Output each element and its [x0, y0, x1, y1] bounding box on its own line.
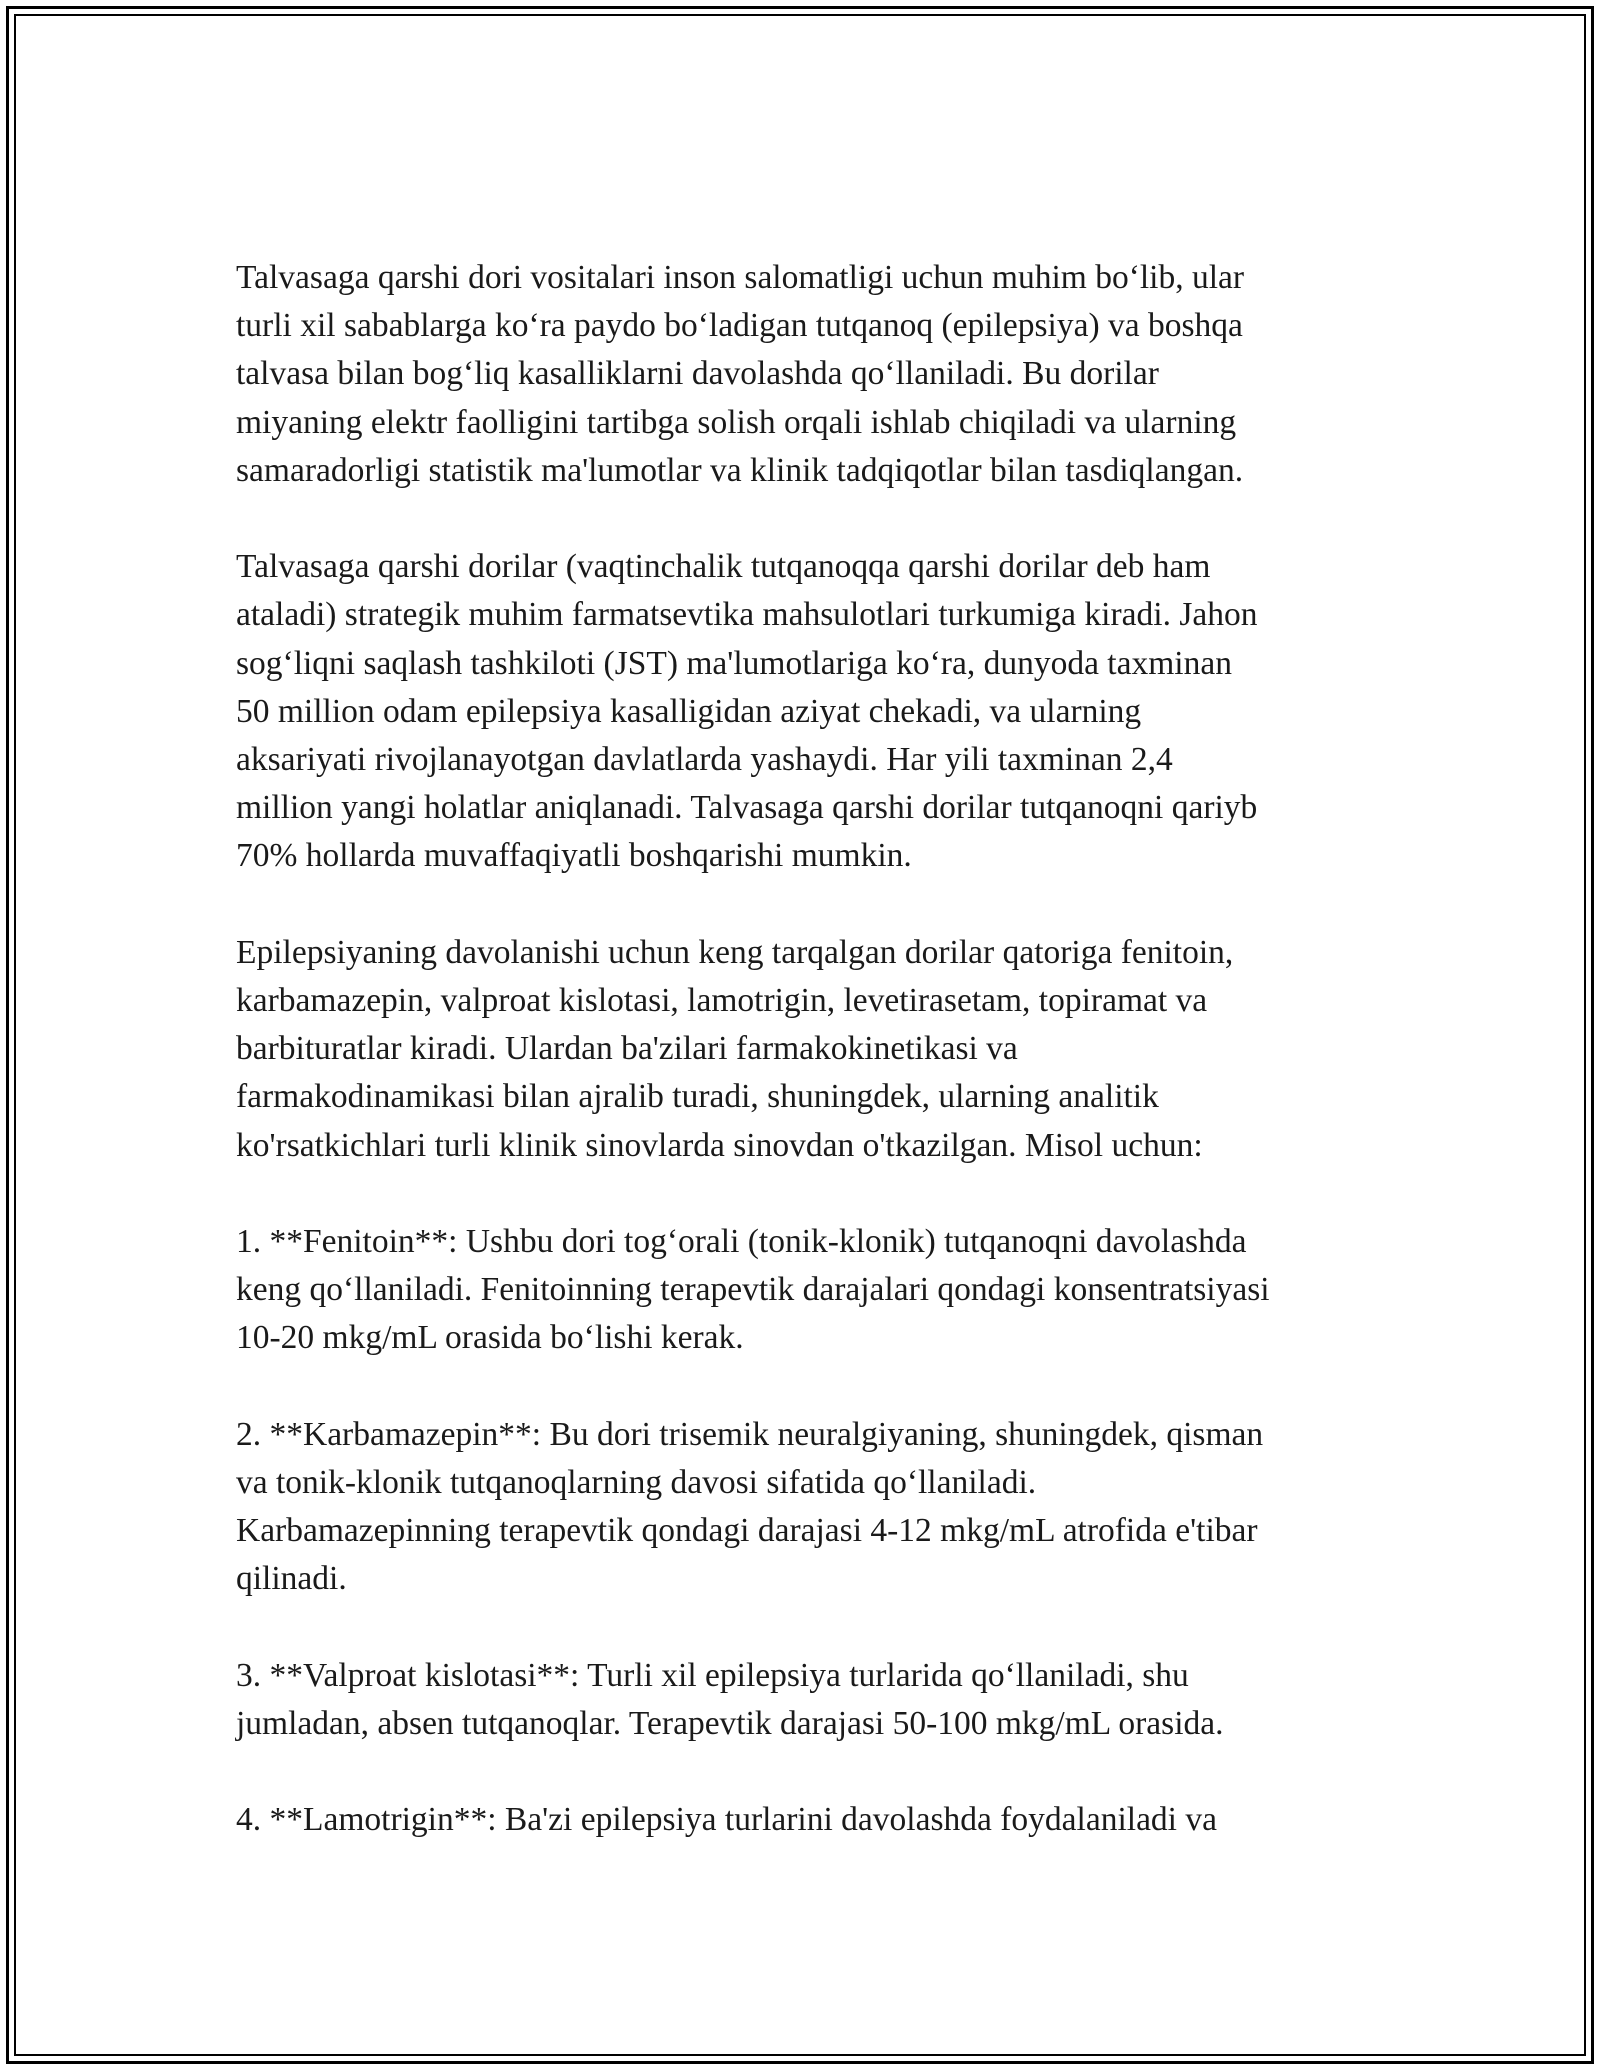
paragraph-drug-list: Epilepsiyaning davolanishi uchun keng tarqalgan dorilar qatoriga fenitoin, karbamazepin, valproat kislotasi, lamotrigin, levetirasetam, topiramat va barbituratlar kiradi. Ulardan ba'zilari farmakokinetikasi va farmakodinamikasi bilan ajralib turadi, shuningdek, ularning analitik ko'rsatkichlari turli klinik sinovlarda sinovdan o'tkazilgan. Misol uchun: [236, 933, 1234, 1164]
list-item-fenitoin: 1. **Fenitoin**: Ushbu dori tog‘orali (tonik-klonik) tutqanoqni davolashda keng qo‘llaniladi. Fenitoinning terapevtik darajalari qondagi konsentratsiyasi 10-20 mkg/mL orasida bo‘lishi kerak. [236, 1223, 1270, 1357]
document-body [236, 254, 1396, 1845]
list-item-karbamazepin: 2. **Karbamazepin**: Bu dori trisemik neuralgiyaning, shuningdek, qisman va tonik-klonik tutqanoqlarning davosi sifatida qo‘llaniladi. Karbamazepinning terapevtik qondagi darajasi 4-12 mkg/mL atrofida e'tibar qilinadi. [236, 1415, 1264, 1598]
list-item-valproat: 3. **Valproat kislotasi**: Turli xil epilepsiya turlarida qo‘llaniladi, shu jumladan, absen tutqanoqlar. Terapevtik darajasi 50-100 mkg/mL orasida. [236, 1656, 1224, 1743]
paragraph-statistics: Talvasaga qarshi dorilar (vaqtinchalik tutqanoqqa qarshi dorilar deb ham ataladi) strategik muhim farmatsevtika mahsulotlari turkumiga kiradi. Jahon sog‘liqni saqlash tashkiloti (JST) ma'lumotlariga ko‘ra, dunyoda taxminan 50 million odam epilepsiya kasalligidan aziyat chekadi, va ularning aksariyati rivojlanayotgan davlatlarda yashaydi. Har yili taxminan 2,4 million yangi holatlar aniqlanadi. Talvasaga qarshi dorilar tutqanoqni qariyb 70% hollarda muvaffaqiyatli boshqarishi mumkin. [236, 548, 1258, 875]
paragraph-intro: Talvasaga qarshi dori vositalari inson salomatligi uchun muhim bo‘lib, ular turli xil sabablarga ko‘ra paydo bo‘ladigan tutqanoq (epilepsiya) va boshqa talvasa bilan bog‘liq kasalliklarni davolashda qo‘llaniladi. Bu dorilar miyaning elektr faolligini tartibga solish orqali ishlab chiqiladi va ularning samaradorligi statistik ma'lumotlar va klinik tadqiqotlar bilan tasdiqlangan. [236, 259, 1245, 489]
list-item-lamotrigin: 4. **Lamotrigin**: Ba'zi epilepsiya turlarini davolashda foydalaniladi va [236, 1801, 1217, 1839]
